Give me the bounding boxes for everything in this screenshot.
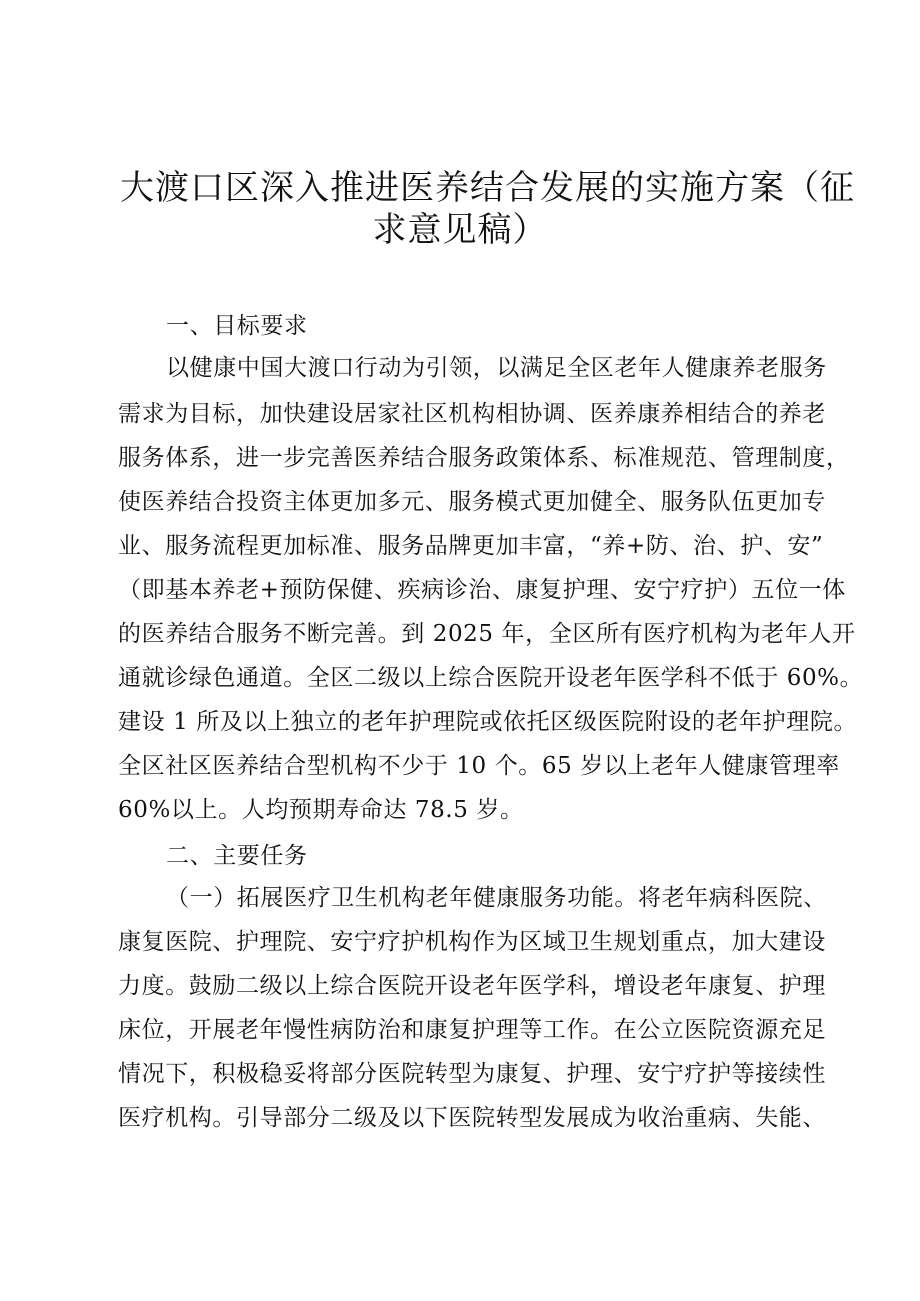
document-title-line-1: 大渡口区深入推进医养结合发展的实施方案（征 bbox=[120, 168, 855, 208]
paragraph-line: 的医养结合服务不断完善。到 2025 年，全区所有医疗机构为老年人开 bbox=[118, 621, 856, 647]
paragraph-line: 医疗机构。引导部分二级及以下医院转型发展成为收治重病、失能、 bbox=[118, 1105, 826, 1131]
paragraph-line: 建设 1 所及以上独立的老年护理院或依托区级医院附设的老年护理院。 bbox=[118, 709, 858, 735]
paragraph-line: 通就诊绿色通道。全区二级以上综合医院开设老年医学科不低于 60%。 bbox=[118, 665, 864, 691]
paragraph-line: 力度。鼓励二级以上综合医院开设老年医学科，增设老年康复、护理 bbox=[118, 973, 826, 999]
paragraph-line: 以健康中国大渡口行动为引领，以满足全区老年人健康养老服务 bbox=[166, 355, 827, 381]
paragraph-line: 全区社区医养结合型机构不少于 10 个。65 岁以上老年人健康管理率 bbox=[118, 753, 840, 779]
paragraph-line: 需求为目标，加快建设居家社区机构相协调、医养康养相结合的养老 bbox=[118, 401, 826, 427]
paragraph-line: 60%以上。人均预期寿命达 78.5 岁。 bbox=[118, 797, 524, 823]
document-title-line-2: 求意见稿） bbox=[372, 210, 548, 250]
paragraph-line: （即基本养老+预防保健、疾病诊治、康复护理、安宁疗护）五位一体 bbox=[118, 577, 846, 603]
paragraph-line: 康复医院、护理院、安宁疗护机构作为区域卫生规划重点，加大建设 bbox=[118, 929, 826, 955]
paragraph-line: 情况下，积极稳妥将部分医院转型为康复、护理、安宁疗护等接续性 bbox=[118, 1061, 826, 1087]
section-heading-tasks: 二、主要任务 bbox=[166, 843, 308, 869]
paragraph-line: 床位，开展老年慢性病防治和康复护理等工作。在公立医院资源充足 bbox=[118, 1017, 826, 1043]
section-heading-goals: 一、目标要求 bbox=[166, 313, 308, 339]
paragraph-line: 业、服务流程更加标准、服务品牌更加丰富，“养+防、治、护、安” bbox=[118, 533, 824, 559]
paragraph-line: 使医养结合投资主体更加多元、服务模式更加健全、服务队伍更加专 bbox=[118, 489, 826, 515]
paragraph-line: 服务体系，进一步完善医养结合服务政策体系、标准规范、管理制度， bbox=[118, 445, 850, 471]
paragraph-line: （一）拓展医疗卫生机构老年健康服务功能。将老年病科医院、 bbox=[166, 885, 827, 911]
